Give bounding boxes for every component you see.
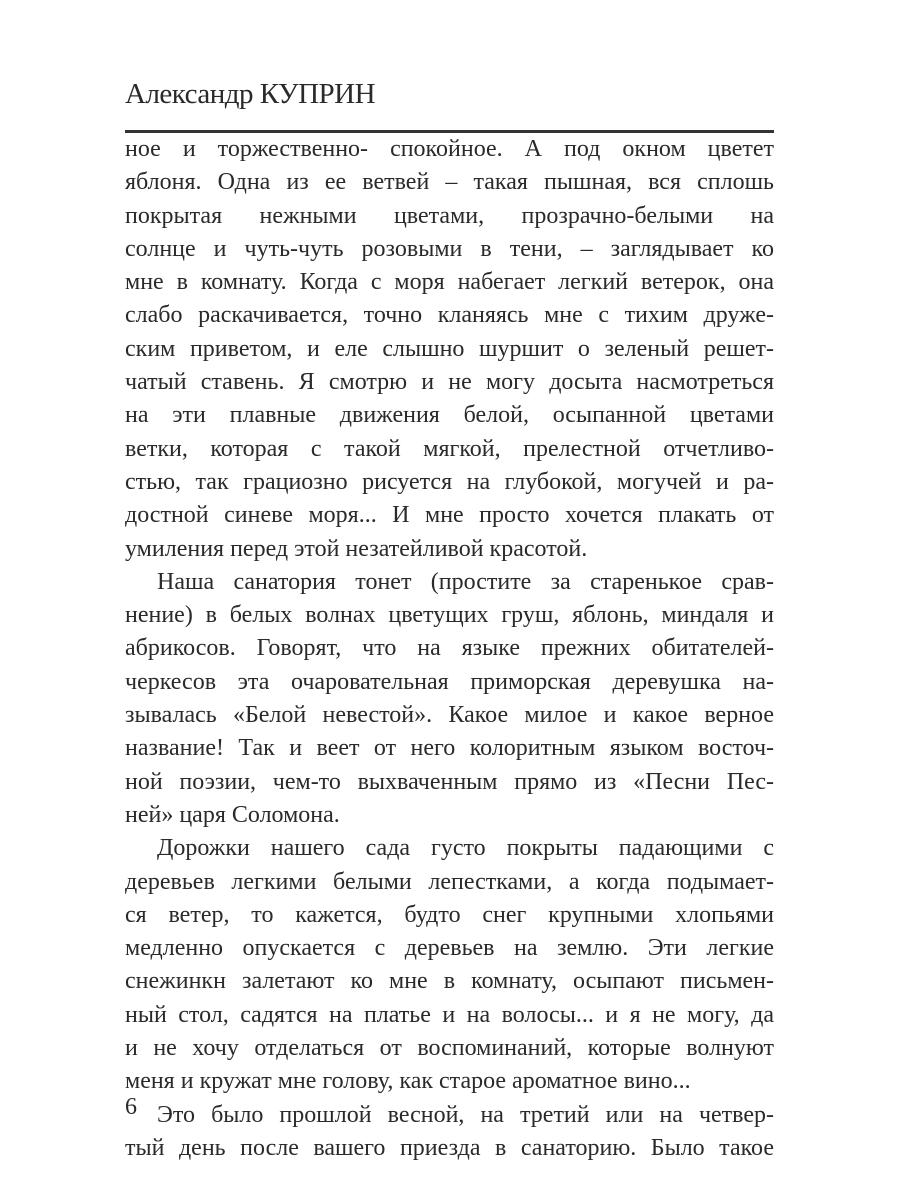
- text-line: покрытая нежными цветами, прозрачно-белыми на: [125, 202, 774, 229]
- text-line: достной синеве моря... И мне просто хочется плакать от: [125, 502, 774, 529]
- text-line: стью, так грациозно рисуется на глубокой, могучей и ра-: [125, 468, 774, 495]
- paragraph: [125, 1099, 774, 1166]
- text-line: нение) в белых волнах цветущих груш, яблонь, миндаля и: [125, 602, 774, 629]
- running-head-author: Александр КУПРИН: [125, 78, 376, 110]
- text-line: ней» царя Соломона.: [125, 801, 340, 828]
- text-line: яблоня. Одна из ее ветвей – такая пышная, вся сплошь: [125, 169, 774, 196]
- text-line: Наша санатория тонет (простите за старенькое срав-: [157, 568, 774, 595]
- text-line: черкесов эта очаровательная приморская деревушка на-: [125, 668, 774, 695]
- text-line: название! Так и веет от него колоритным языком восточ-: [125, 735, 774, 762]
- text-line: медленно опускается с деревьев на землю. Эти легкие: [125, 935, 774, 962]
- text-line: абрикосов. Говорят, что на языке прежних обитателей-: [125, 635, 774, 662]
- text-line: ским приветом, и еле слышно шуршит о зеленый решет-: [125, 335, 774, 362]
- text-line: тый день после вашего приезда в санаторию. Было такое: [125, 1134, 774, 1161]
- text-line: Это было прошлой весной, на третий или на четвер-: [157, 1101, 774, 1128]
- paragraph: [125, 832, 774, 1098]
- text-line: ной поэзии, чем-то выхваченным прямо из «Песни Пес-: [125, 768, 774, 795]
- text-line: чатый ставень. Я смотрю и не могу досыта насмотреться: [125, 369, 774, 396]
- paragraph: [125, 566, 774, 832]
- text-line: ное и торжественно- спокойное. А под окном цветет: [125, 136, 774, 162]
- text-line: и не хочу отделаться от воспоминаний, которые волнуют: [125, 1035, 774, 1062]
- text-line: на эти плавные движения белой, осыпанной цветами: [125, 402, 774, 429]
- text-line: слабо раскачивается, точно кланяясь мне с тихим друже-: [125, 302, 774, 329]
- body-text: [125, 133, 774, 1165]
- text-line: снежинкн залетают ко мне в комнату, осыпают письмен-: [125, 968, 774, 995]
- text-line: солнце и чуть-чуть розовыми в тени, – заглядывает ко: [125, 235, 774, 262]
- text-line: ный стол, садятся на платье и на волосы... и я не могу, да: [125, 1001, 774, 1028]
- text-line: мне в комнату. Когда с моря набегает легкий ветерок, она: [125, 269, 774, 296]
- text-line: умиления перед этой незатейливой красотой.: [125, 535, 588, 562]
- paragraph: [125, 133, 774, 566]
- text-line: ветки, которая с такой мягкой, прелестной отчетливо-: [125, 435, 774, 462]
- page-number: 6: [125, 1094, 137, 1120]
- text-line: зывалась «Белой невестой». Какое милое и какое верное: [125, 702, 774, 729]
- text-line: Дорожки нашего сада густо покрыты падающими с: [157, 835, 774, 862]
- text-line: ся ветер, то кажется, будто снег крупными хлопьями: [125, 901, 774, 928]
- text-line: деревьев легкими белыми лепестками, а когда подымает-: [125, 868, 774, 895]
- text-line: меня и кружат мне голову, как старое ароматное вино...: [125, 1068, 691, 1095]
